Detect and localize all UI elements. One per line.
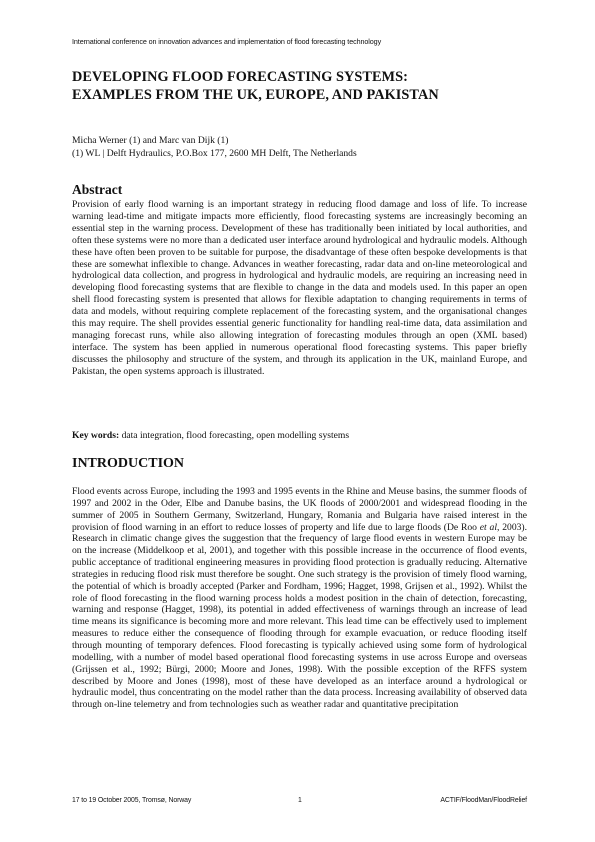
introduction-heading: INTRODUCTION <box>72 456 185 471</box>
footer-conference-date: 17 to 19 October 2005, Tromsø, Norway <box>72 797 192 804</box>
keywords-label: Key words: <box>72 430 120 441</box>
running-header: International conference on innovation advances and implementation of flood forecasting technology <box>72 37 382 46</box>
footer-project-tag: ACTIF/FloodMan/FloodRelief <box>440 797 527 804</box>
author-block <box>72 134 532 160</box>
keywords-line <box>72 430 527 442</box>
title-line-2: EXAMPLES FROM THE UK, EUROPE, AND PAKISTAN <box>72 87 439 103</box>
keywords-text: data integration, flood forecasting, open modelling systems <box>119 430 350 441</box>
paper-title <box>72 68 532 104</box>
introduction-text <box>72 486 527 711</box>
author-names: Micha Werner (1) and Marc van Dijk (1) <box>72 135 229 146</box>
author-affiliation: (1) WL | Delft Hydraulics, P.O.Box 177, 2600 MH Delft, The Netherlands <box>72 148 357 159</box>
abstract-heading: Abstract <box>72 182 123 197</box>
page-footer <box>72 797 527 807</box>
abstract-text: Provision of early flood warning is an important strategy in reducing flood damage and loss of life. To increase warning lead-time and mitigate impacts more efficiently, flood forecasting systems are increasingly becoming an essential step in the warning process. Development of these has traditionally been initiated by local authorities, and often these systems were no more than a dedicated user interface around hydrological and hydraulic models. Although these have often been proven to be suitable for purpose, the disadvantage of these often bespoke developments is that these are somewhat inflexible to change. Advances in weather forecasting, radar data and on-line meteorological and hydrological data collection, and progress in hydrological and hydraulic models, are requiring an increasing need in developing flood forecasting systems that are flexible to change in the data and models used. In this paper an open shell flood forecasting system is presented that allows for flexible adaptation to changing requirements in terms of data and models, without requiring complete replacement of the forecasting system, and the organisational changes this may require. The shell provides essential generic functionality for handling real-time data, data assimilation and managing forecast runs, while also allowing integration of forecasting modules through an open (XML based) interface. The system has been applied in numerous operational flood forecasting systems. This paper briefly discusses the philosophy and structure of the system, and through its application in the UK, mainland Europe, and Pakistan, the open systems approach is illustrated. <box>72 199 527 377</box>
title-line-1: DEVELOPING FLOOD FORECASTING SYSTEMS: <box>72 69 408 85</box>
intro-text-part-1: Flood events across Europe, including the 1993 and 1995 events in the Rhine and Meuse basins, the summer floods of 1997 and 2002 in the Oder, Elbe and Danube basins, the UK floods of 2000/2001 and widespread flooding in the summer of 2005 in Southern Germany, Switzerland, Hungary, Romania and Bulgaria have raised interest in the provision of flood warning in an effort to reduce losses of property and life due to large floods (De Roo <box>72 486 527 533</box>
intro-text-part-2: , 2003). Research in climatic change gives the suggestion that the frequency of large flood events in western Europe may be on the increase (Middelkoop et al, 2001), and together with this possible increase in the occurrence of flood events, public acceptance of traditional engineering measures in providing flood protection is gradually reducing. Alternative strategies in reducing flood risk must therefore be sought. One such strategy is the provision of timely flood warning, the potential of which is broadly accepted (Parker and Fordham, 1996; Hagget, 1998, Grijsen et al., 1992). Whilst the role of flood forecasting in the flood warning process holds a modest position in the chain of detection, forecasting, warning and response (Hagget, 1998), its potential in added effectiveness of warnings through an increase of lead time means its significance is becoming more and more relevant. This lead time can be effectively used to implement measures to reduce either the consequence of flooding through for example evacuation, or reduce flooding itself through mounting of temporary defences. Flood forecasting is typically achieved using some form of hydrological modelling, with a number of model based operational flood forecasting systems in use across Europe and overseas (Grijssen et al., 1992; Bürgi, 2000; Moore and Jones, 1998). With the possible exception of the RFFS system described by Moore and Jones (1998), most of these have developed as an interface around a hydrological or hydraulic model, thus concentrating on the model rather than the data process. Increasing availability of observed data through on-line telemetry and from technologies such as weather radar and quantitative precipitation <box>72 521 528 711</box>
intro-text-italic: et al <box>479 521 497 533</box>
page-number: 1 <box>298 797 302 804</box>
